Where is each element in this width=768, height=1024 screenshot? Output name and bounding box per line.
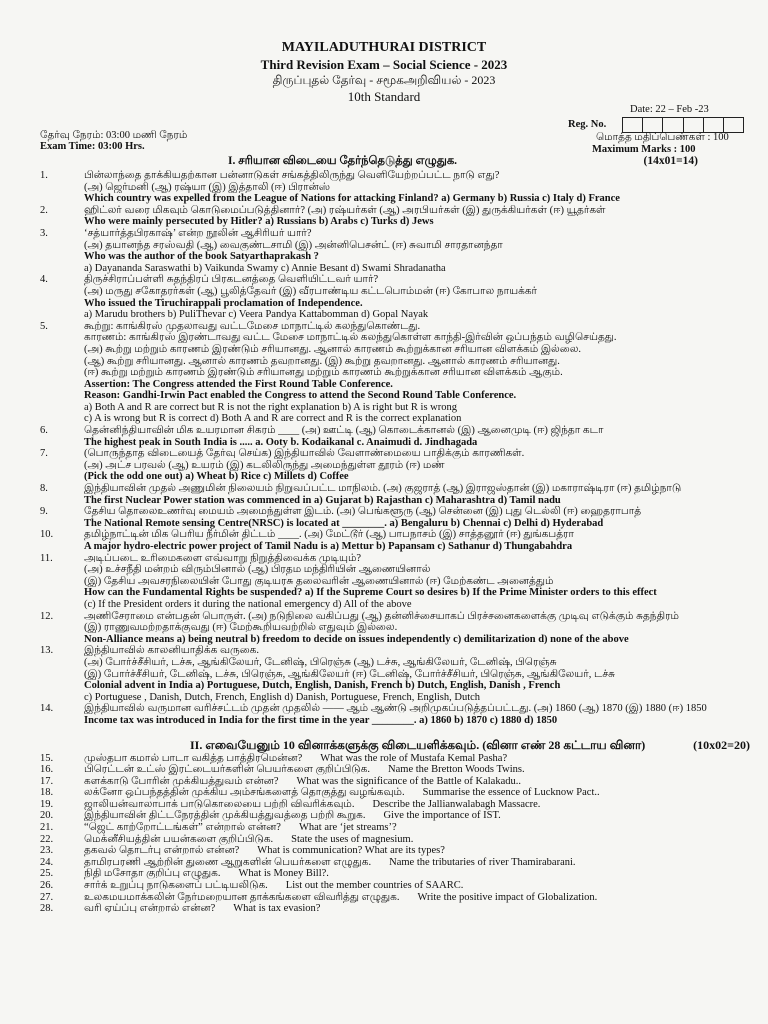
- question-number: 12.: [40, 610, 54, 622]
- question-text-english: Describe the Jallianwalabagh Massacre.: [372, 798, 541, 810]
- section-2-title: II. எவையேனும் 10 வினாக்களுக்கு விடையளிக்கவும். (வினா எண் 28 கட்டாய வினா): [190, 737, 646, 752]
- question-text: (c) If the President orders it during the national emergency d) All of the above: [84, 598, 412, 610]
- question-number: 17.: [40, 775, 54, 787]
- question-text: தாமிரபரணி ஆற்றின் துணை ஆறுகளின் பெயர்களை எழுதுக.: [84, 856, 372, 868]
- question-line: [40, 332, 752, 344]
- question-text: பிரெட்டன் உட்ஸ் இரட்டையர்களின் பெயர்களை குறிப்பிடுக.: [84, 764, 371, 776]
- question-line: [40, 193, 752, 205]
- question-text-english: Reason: Gandhi-Irwin Pact enabled the Congress to attend the Second Round Table Conference.: [84, 390, 517, 402]
- question-line: [40, 356, 752, 368]
- exam-date: Date: 22 – Feb -23: [630, 104, 709, 115]
- question-text-english: The first Nuclear Power station was commenced in a) Gujarat b) Rajasthan c) Maharashtra d) Tamil nadu: [84, 494, 561, 506]
- short-question-row: [40, 892, 752, 904]
- question-text: அடிப்படை உரிமைகளை எவ்வாறு நிறுத்திவைக்க முடியும்?: [84, 552, 362, 564]
- question-text: களக்காடு போரின் முக்கியத்துவம் என்ன?: [84, 775, 279, 787]
- question-line: [40, 715, 752, 727]
- question-text: (ஆ) கூற்று சரியானது. ஆனால் காரணம் தவறானது. (இ) கூற்று தவறானது. ஆனால் காரணம் சரியானது.: [84, 355, 560, 367]
- question-text: ‘சத்யார்த்தபிரகாஷ்’ என்ற நூலின் ஆசிரியர் யார்?: [84, 227, 312, 239]
- short-question-row: [40, 822, 752, 834]
- question-text: இந்தியாவின் திட்டநேரத்தின் முக்கியத்துவத்தை பற்றி கூறுக.: [84, 810, 366, 822]
- question-number: [40, 471, 84, 483]
- question-text: மெக்னீசியத்தின் பயன்களை குறிப்பிடுக.: [84, 833, 274, 845]
- question-text: இந்தியாவில் காலனியாதிக்க வருகை.: [84, 645, 260, 657]
- question-number: [40, 657, 84, 669]
- question-text-english: Who were mainly persecuted by Hitler? a) Russians b) Arabs c) Turks d) Jews: [84, 216, 434, 228]
- question-number: 2.: [40, 204, 48, 216]
- question-text: c) A is wrong but R is correct d) Both A and R are correct and R is the correct explanation: [84, 413, 462, 425]
- question-text: தென்னிந்தியாவின் மிக உயரமான சிகரம் ____ (அ) ஊட்டி (ஆ) கொடைக்கானல் (இ) ஆனைமுடி (ஈ) ஜிந்தா கடா: [84, 425, 604, 437]
- question-line: [40, 286, 752, 298]
- district-title: MAYILADUTHURAI DISTRICT: [281, 40, 487, 55]
- question-line: [40, 390, 752, 402]
- question-number: 8.: [40, 483, 48, 495]
- question-number: 7.: [40, 448, 48, 460]
- section-1-heading: [228, 154, 698, 168]
- question-text: “ஜெட் காற்றோட்டங்கள்” என்றால் என்ன?: [84, 822, 281, 834]
- question-number: [40, 298, 84, 310]
- question-number: [40, 669, 84, 681]
- question-text-english: What is Money Bill?.: [238, 868, 329, 880]
- question-text: காரணம்: காங்கிரஸ் இரண்டாவது வட்ட மேசை மாநாட்டில் கலந்துகொள்ள காந்தி-இர்வின் ஒப்பந்தம் வழிசெய்தது.: [84, 332, 617, 344]
- question-number: 26.: [40, 880, 54, 892]
- question-text: (அ) கூற்று மற்றும் காரணம் இரண்டும் சரியானது. ஆனால் காரணம் கூற்றுக்கான சரியான விளக்கம் இல்லை.: [84, 343, 582, 355]
- question-number: 6.: [40, 425, 48, 437]
- question-number: 1.: [40, 170, 48, 181]
- question-text: கூற்று: காங்கிரஸ் முதலாவது வட்டமேசை மாநாட்டில் கலந்துகொண்டது.: [84, 320, 421, 332]
- short-question-row: [40, 903, 752, 915]
- question-text: பின்லாந்தை தாக்கியதற்கான பன்னாடுகள் சங்கத்திலிருந்து வெளியேற்றப்பட்ட நாடு எது?: [84, 170, 500, 181]
- question-text: (அ) தயானந்த சரஸ்வதி (ஆ) வைகுண்டசாமி (இ) அன்னிபெசன்ட் (ஈ) சுவாமி சாரதானந்தா: [84, 239, 503, 251]
- question-number: [40, 356, 84, 368]
- question-number: [40, 251, 84, 263]
- question-text-english: Name the tributaries of river Thamirabarani.: [389, 856, 576, 868]
- question-line: [40, 576, 752, 588]
- question-line: [40, 344, 752, 356]
- question-line: [40, 564, 752, 576]
- question-line: [40, 437, 752, 449]
- question-number: [40, 332, 84, 344]
- question-number: [40, 344, 84, 356]
- question-text-english: Assertion: The Congress attended the First Round Table Conference.: [84, 378, 393, 390]
- question-text-english: Colonial advent in India a) Portuguese, Dutch, English, Danish, French b) Dutch, English, Danish , French: [84, 680, 561, 692]
- question-number: 24.: [40, 856, 54, 868]
- question-text-english: What is tax evasion?: [233, 903, 321, 915]
- question-text: சார்க் உறுப்பு நாடுகளைப் பட்டியலிடுக.: [84, 880, 268, 892]
- section-1-marks: (14x01=14): [643, 155, 698, 167]
- question-text-english: What is communication? What are its types?: [257, 845, 445, 857]
- question-text-english: Non-Alliance means a) being neutral b) freedom to decide on issues independently c) demilitarization d) none of the above: [84, 633, 629, 645]
- short-question-row: [40, 834, 752, 846]
- question-body: [40, 170, 752, 915]
- question-number: 19.: [40, 798, 54, 810]
- question-line: [40, 680, 752, 692]
- question-number: [40, 495, 84, 507]
- question-text-english: State the uses of magnesium.: [291, 833, 414, 845]
- question-text-english: (Pick the odd one out) a) Wheat b) Rice c) Millets d) Coffee: [84, 471, 349, 483]
- question-text-english: A major hydro-electric power project of Tamil Nadu is a) Mettur b) Papansam c) Sathanur d) Thungabahdra: [84, 541, 573, 552]
- question-number: [40, 367, 84, 379]
- question-number: [40, 622, 84, 634]
- short-question-row: [40, 880, 752, 892]
- question-number: [40, 599, 84, 611]
- question-text: c) Portuguese , Danish, Dutch, French, English d) Danish, Portuguese, French, English, Dutch: [84, 691, 481, 703]
- question-line: [40, 669, 752, 681]
- question-text-english: List out the member countries of SAARC.: [285, 880, 464, 892]
- question-line: [40, 587, 752, 599]
- question-line: [40, 518, 752, 530]
- question-text: (அ) போர்ச்சீசியர், டச்சு, ஆங்கிலேயர், டேனிஷ், பிரெஞ்சு (ஆ) டச்சு, ஆங்கிலேயர், டேனிஷ், பிரெஞ்சு: [84, 656, 557, 668]
- question-number: [40, 413, 84, 425]
- question-number: [40, 182, 84, 194]
- question-line: [40, 379, 752, 391]
- question-row: [40, 170, 752, 182]
- question-number: [40, 634, 84, 646]
- question-number: [40, 240, 84, 252]
- question-number: 10.: [40, 529, 54, 541]
- question-text: (அ) அட்ச பரவல் (ஆ) உயரம் (இ) கடலிலிருந்து அமைந்துள்ள தூரம் (ஈ) மண்: [84, 459, 445, 471]
- question-line: [40, 541, 752, 553]
- question-text: a) Both A and R are correct but R is not the right explanation b) A is right but R is wrong: [84, 401, 457, 413]
- question-number: [40, 692, 84, 704]
- question-row: [40, 611, 752, 623]
- question-text: நிதி மசோதா குறிப்பு எழுதுக.: [84, 868, 221, 880]
- question-number: [40, 437, 84, 449]
- question-number: 27.: [40, 891, 54, 903]
- short-question-row: [40, 764, 752, 776]
- question-number: 18.: [40, 787, 54, 799]
- question-number: 5.: [40, 320, 48, 332]
- short-question-row: [40, 857, 752, 869]
- question-text: (பொருந்தாத விடையைத் தேர்வு செய்க) இந்தியாவில் வேளாண்மையை பாதிக்கும் காரணிகள்.: [84, 448, 525, 460]
- short-question-row: [40, 799, 752, 811]
- question-text: (அ) உச்சநீதி மன்றம் விரும்பினால் (ஆ) பிரதம மந்திரியின் ஆணையினால்: [84, 564, 431, 576]
- question-number: 20.: [40, 810, 54, 822]
- question-text: லக்னோ ஒப்பந்தத்தின் முக்கிய அம்சங்களைத் தொகுத்து வழங்கவும்.: [84, 787, 405, 799]
- question-number: [40, 193, 84, 205]
- question-number: [40, 541, 84, 553]
- question-text: (இ) போர்ச்சீசியர், டேனிஷ், டச்சு, பிரெஞ்சு, ஆங்கிலேயர் (ஈ) டேனிஷ், போர்ச்சீசியர், பிரெஞ்சு, ஆங்கிலேயர், டச்சு: [84, 668, 616, 680]
- question-text: தகவல் தொடர்பு என்றால் என்ன?: [84, 845, 240, 857]
- question-text: உலகமயமாக்கலின் நேர்மறையான தாக்கங்களை விவரித்து எழுதுக.: [84, 891, 400, 903]
- question-line: [40, 622, 752, 634]
- question-text: a) Marudu brothers b) PuliThevar c) Veera Pandya Kattabomman d) Gopal Nayak: [84, 309, 429, 321]
- question-number: 15.: [40, 752, 54, 764]
- question-number: [40, 564, 84, 576]
- question-row: [40, 483, 752, 495]
- question-line: [40, 216, 752, 228]
- question-text: இந்தியாவில் வருமான வரிச்சட்டம் முதன் முதலில் —— ஆம் ஆண்டு அறிமுகப்படுத்தப்பட்டது. (அ) 1860 (ஆ) 1870 (இ) 1880 (ஈ) 1850: [84, 703, 707, 715]
- exam-time-tamil: தேர்வு நேரம்: 03:00 மணி நேரம்: [40, 130, 188, 141]
- question-row: [40, 506, 752, 518]
- question-number: [40, 263, 84, 275]
- question-number: 11.: [40, 552, 53, 564]
- short-question-row: [40, 868, 752, 880]
- question-text-english: Give the importance of IST.: [383, 810, 501, 822]
- question-line: [40, 460, 752, 472]
- question-text: தமிழ்நாட்டின் மிக பெரிய நீர்மின் திட்டம் ____. (அ) மேட்டூர் (ஆ) பாபநாசம் (இ) சாத்தனூர் (ஈ) துங்கபத்ரா: [84, 529, 574, 541]
- max-marks: Maximum Marks : 100: [592, 144, 696, 155]
- short-question-row: [40, 753, 752, 765]
- question-line: [40, 298, 752, 310]
- exam-title: Third Revision Exam – Social Science - 2023: [260, 57, 508, 72]
- question-text: ஜாலியன்வாலாபாக் பாடுகொலையை பற்றி விவரிக்கவும்.: [84, 798, 355, 810]
- question-text-english: Who was the author of the book Satyarthaprakash ?: [84, 251, 319, 263]
- question-line: [40, 182, 752, 194]
- question-number: 3.: [40, 227, 48, 239]
- short-question-row: [40, 787, 752, 799]
- question-line: [40, 263, 752, 275]
- section-2-heading: [40, 737, 752, 753]
- question-text-english: Which country was expelled from the League of Nations for attacking Finland? a) Germany b) Russia c) Italy d) France: [84, 193, 620, 205]
- question-text-english: The National Remote sensing Centre(NRSC) is located at ________. a) Bengaluru b) Chennai c) Delhi d) Hyderabad: [84, 517, 604, 529]
- short-question-row: [40, 845, 752, 857]
- question-number: [40, 715, 84, 727]
- question-line: [40, 240, 752, 252]
- question-row: [40, 529, 752, 541]
- question-number: [40, 460, 84, 472]
- question-line: [40, 657, 752, 669]
- short-question-row: [40, 776, 752, 788]
- question-text-english: What was the significance of the Battle of Kalakadu..: [296, 775, 521, 787]
- question-text: வரி ஏய்ப்பு என்றால் என்ன?: [84, 903, 216, 915]
- question-line: [40, 309, 752, 321]
- reg-no-boxes: [622, 117, 744, 133]
- question-number: [40, 379, 84, 391]
- question-text: ஹிட்லர் வரை மிகவும் கொடுமைப்படுத்தினார்? (அ) ரஷ்யர்கள் (ஆ) அரபியர்கள் (இ) துருக்கியர்கள் (ஈ) யூதர்கள்: [84, 204, 606, 216]
- question-number: [40, 680, 84, 692]
- question-number: 4.: [40, 274, 48, 286]
- question-line: [40, 367, 752, 379]
- question-text: (இ) தேசிய அவசரநிலையின் போது குடியரசு தலைவரின் ஆணையினால் (ஈ) மேற்கண்ட அனைத்தும்: [84, 575, 554, 587]
- question-line: [40, 692, 752, 704]
- question-text: (அ) மருது சகோதரர்கள் (ஆ) பூலித்தேவர் (இ) வீரபாண்டிய கட்டபொம்மன் (ஈ) கோபால நாயக்கர்: [84, 285, 538, 297]
- question-number: [40, 309, 84, 321]
- question-text-english: How can the Fundamental Rights be suspended? a) If the Supreme Court so desires b) If the Prime Minister orders to this effect: [84, 587, 657, 599]
- question-row: [40, 645, 752, 657]
- question-number: [40, 402, 84, 414]
- question-text-english: Name the Bretton Woods Twins.: [388, 764, 525, 776]
- question-row: [40, 448, 752, 460]
- question-text: (அ) ஜெர்மனி (ஆ) ரஷ்யா (இ) இத்தாலி (ஈ) பிரான்ஸ்: [84, 181, 331, 193]
- question-number: [40, 390, 84, 402]
- question-text: தேசிய தொலைஉணர்வு மையம் அமைந்துள்ள இடம். (அ) பெங்களூரு (ஆ) சென்னை (இ) புது டெல்லி (ஈ) ஹைதராபாத்: [84, 506, 642, 518]
- question-line: [40, 402, 752, 414]
- question-number: 13.: [40, 645, 54, 657]
- question-text-english: The highest peak in South India is ..... a. Ooty b. Kodaikanal c. Anaimudi d. Jindhagada: [84, 436, 478, 448]
- question-number: [40, 576, 84, 588]
- question-line: [40, 495, 752, 507]
- question-line: [40, 413, 752, 425]
- question-line: [40, 251, 752, 263]
- question-row: [40, 205, 752, 217]
- question-row: [40, 274, 752, 286]
- question-number: 21.: [40, 822, 54, 834]
- question-number: [40, 216, 84, 228]
- question-text-english: What are ‘jet streams’?: [298, 822, 397, 834]
- question-number: [40, 587, 84, 599]
- question-text-english: What was the role of Mustafa Kemal Pasha?: [320, 752, 508, 764]
- question-number: 25.: [40, 868, 54, 880]
- question-row: [40, 553, 752, 565]
- question-number: 28.: [40, 903, 54, 915]
- question-row: [40, 321, 752, 333]
- question-text-english: Write the positive impact of Globalization.: [417, 891, 598, 903]
- question-text: திருச்சிராப்பள்ளி சுதந்திரப் பிரகடனத்தை வெளியிட்டவர் யார்?: [84, 274, 379, 286]
- question-number: 16.: [40, 764, 54, 776]
- reg-no-label: Reg. No.: [568, 119, 607, 130]
- question-text-english: Summarise the essence of Lucknow Pact..: [422, 787, 600, 799]
- question-text: அணிசேராமை என்பதன் பொருள். (அ) நடுநிலை வகிப்பது (ஆ) தன்னிச்சையாகப் பிரச்சனைகளைக்கு முடிவு எடுக்கும் சுதந்திரம்: [84, 610, 680, 622]
- question-number: 23.: [40, 845, 54, 857]
- question-line: [40, 471, 752, 483]
- question-number: [40, 286, 84, 298]
- question-text: a) Dayananda Saraswathi b) Vaikunda Swamy c) Annie Besant d) Swami Shradanatha: [84, 262, 446, 274]
- question-text-english: Who issued the Tiruchirappali proclamation of Independence.: [84, 297, 363, 309]
- question-text: முஸ்தபா கமால் பாடா வகித்த பாத்திரமென்ன?: [84, 752, 303, 764]
- question-number: 14.: [40, 703, 54, 715]
- exam-time: Exam Time: 03:00 Hrs.: [40, 141, 145, 152]
- question-line: [40, 599, 752, 611]
- section-2-marks: (10x02=20): [693, 737, 750, 752]
- section-1-title: I. சரியான விடையை தேர்ந்தெடுத்து எழுதுக.: [228, 155, 458, 167]
- question-text: (ஈ) கூற்று மற்றும் காரணம் இரண்டும் சரியானது மற்றும் காரணம் கூற்றுக்கான சரியான விளக்கம் ஆகும்.: [84, 367, 563, 379]
- question-row: [40, 703, 752, 715]
- question-text-english: Income tax was introduced in India for the first time in the year ________. a) 1860 b) 1870 c) 1880 d) 1850: [84, 714, 558, 726]
- short-question-row: [40, 810, 752, 822]
- question-row: [40, 228, 752, 240]
- question-number: 22.: [40, 833, 54, 845]
- question-number: 9.: [40, 506, 48, 518]
- question-number: [40, 518, 84, 530]
- exam-title-tamil: திருப்புதல் தேர்வு - சமூகஅறிவியல் - 2023: [272, 73, 496, 87]
- marks-tamil: மொத்த மதிப்பெண்கள் : 100: [596, 132, 729, 143]
- question-line: [40, 634, 752, 646]
- question-text: இந்தியாவின் முதல் அணுமின் நிலையம் நிறுவப்பட்ட மாநிலம். (அ) குஜராத் (ஆ) இராஜஸ்தான் (இ) மகாராஷ்டிரா (ஈ) தமிழ்நாடு: [84, 483, 682, 495]
- question-text: (இ) ராணுவமற்றதாக்குவது (ஈ) மேற்கூறியவற்றில் எதுவும் இல்லை.: [84, 622, 398, 634]
- standard-title: 10th Standard: [347, 89, 421, 104]
- question-row: [40, 425, 752, 437]
